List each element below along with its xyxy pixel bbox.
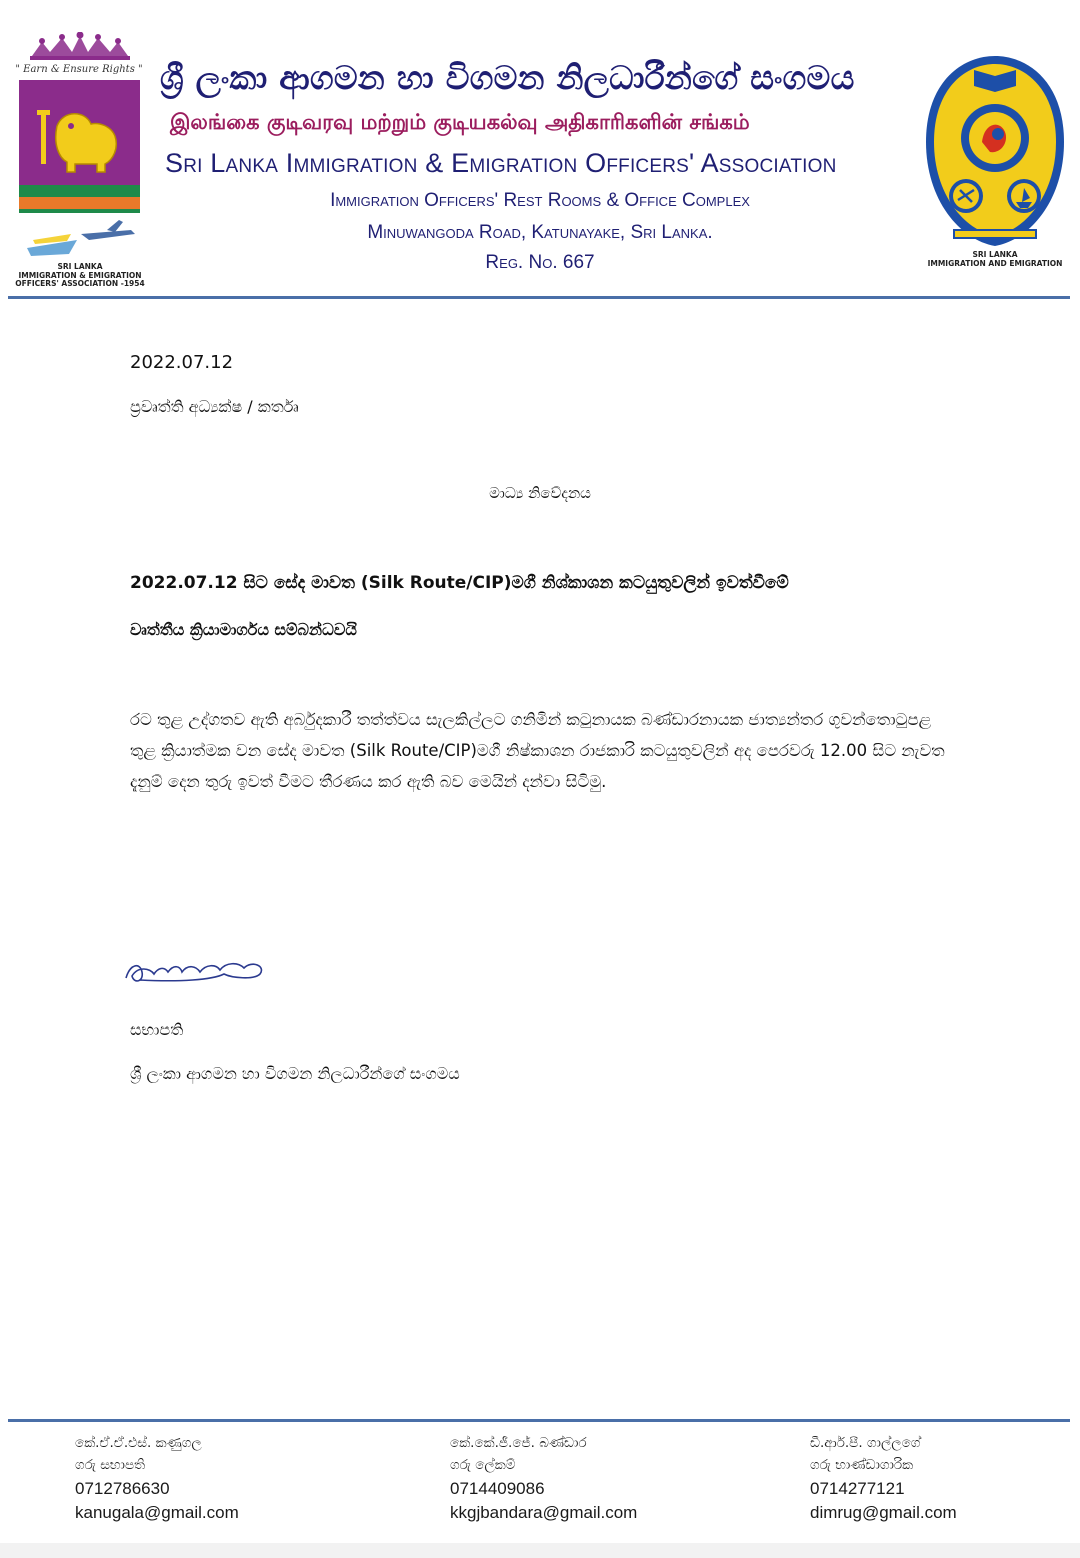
footer-divider bbox=[8, 1419, 1070, 1422]
header-divider bbox=[8, 296, 1070, 299]
contact-president bbox=[75, 1432, 335, 1525]
association-name-tamil: இலங்கை குடிவரவு மற்றும் குடியகல்வு அதிகாரிகளின் சங்கம் bbox=[170, 110, 750, 134]
contact-email[interactable]: kanugala@gmail.com bbox=[75, 1503, 239, 1522]
association-name-english: Sri Lanka Immigration & Emigration Officers' Association bbox=[165, 148, 837, 178]
signature-icon bbox=[120, 952, 270, 990]
body-paragraph: රට තුළ උද්ගතව ඇති අර්බුදකාරී තත්ත්වය සැලකිල්ලට ගනිමින් කටුනායක බණ්ඩාරනායක ජාත්‍යන්තර ගුවන්තොටුපළ තුළ ක්‍රියාත්මක වන සේද මාවත (Silk Route/CIP)මගී නිෂ්කාශන රාජකාරි කටයුතුවලින් අද පෙරවරු 12.00 සිට නැවත දැනුම් දෙන තුරු ඉවත් වීමට තීරණය කර ඇති බව මෙයින් දන්වා සිටිමු. bbox=[130, 710, 945, 791]
contact-secretary bbox=[450, 1432, 710, 1525]
contact-phone[interactable]: 0712786630 bbox=[75, 1479, 170, 1498]
contact-role: ගරු සභාපති bbox=[75, 1457, 146, 1473]
contact-email[interactable]: dimrug@gmail.com bbox=[810, 1503, 957, 1522]
contact-phone[interactable]: 0714277121 bbox=[810, 1479, 905, 1498]
letter-addressee: ප්‍රවෘත්ති අධ්‍යක්ෂ / කර්තෘ bbox=[130, 397, 299, 416]
contact-name: කේ.ඒ.ඒ.එස්. කණුගල bbox=[75, 1435, 202, 1451]
lion-flag-icon bbox=[19, 80, 140, 263]
address-line-1: Immigration Officers' Rest Rooms & Office Complex bbox=[330, 190, 750, 211]
logo-tagline: " Earn & Ensure Rights " bbox=[15, 64, 143, 75]
address-line-2: Minuwangoda Road, Katunayake, Sri Lanka. bbox=[367, 222, 713, 243]
contact-email[interactable]: kkgjbandara@gmail.com bbox=[450, 1503, 638, 1522]
signatory-organization: ශ්‍රී ලංකා ආගමන හා විගමන නිලධාරීන්ගේ සංගමය bbox=[130, 1064, 460, 1083]
subject-line-1: 2022.07.12 සිට සේද මාවත (Silk Route/CIP)මගී නිශ්කාශන කටයුතුවලින් ඉවත්වීමේ bbox=[130, 573, 789, 593]
signatory-title: සභාපති bbox=[130, 1020, 184, 1039]
bottom-strip bbox=[0, 1543, 1080, 1558]
contact-role: ගරු භාණ්ඩාගාරික bbox=[810, 1457, 914, 1473]
subject-line-2: වෘත්තීය ක්‍රියාමාර්ගය සම්බන්ධවයි bbox=[130, 620, 357, 639]
emblem-caption: SRI LANKA IMMIGRATION AND EMIGRATION bbox=[927, 250, 1063, 268]
contact-name: ඩී.ආර්.පී. ගාල්ලගේ bbox=[810, 1435, 921, 1451]
document-title: මාධ්‍ය නිවේදනය bbox=[489, 484, 591, 502]
logo-caption: SRI LANKA IMMIGRATION & EMIGRATION OFFICERS' ASSOCIATION -1954 bbox=[15, 262, 145, 288]
contact-name: කේ.කේ.ජී.ජේ. බණ්ඩාර bbox=[450, 1435, 587, 1451]
contact-treasurer bbox=[810, 1432, 1070, 1525]
contact-role: ගරු ලේකම් bbox=[450, 1457, 516, 1473]
letter-date: 2022.07.12 bbox=[130, 352, 234, 373]
association-name-sinhala: ශ්‍රී ලංකා ආගමන හා විගමන නිලධාරීන්ගේ සංගමය bbox=[160, 58, 855, 97]
immigration-emblem-icon bbox=[918, 50, 1072, 272]
crown-icon bbox=[22, 32, 138, 64]
registration-number: Reg. No. 667 bbox=[485, 252, 595, 273]
contact-phone[interactable]: 0714409086 bbox=[450, 1479, 545, 1498]
